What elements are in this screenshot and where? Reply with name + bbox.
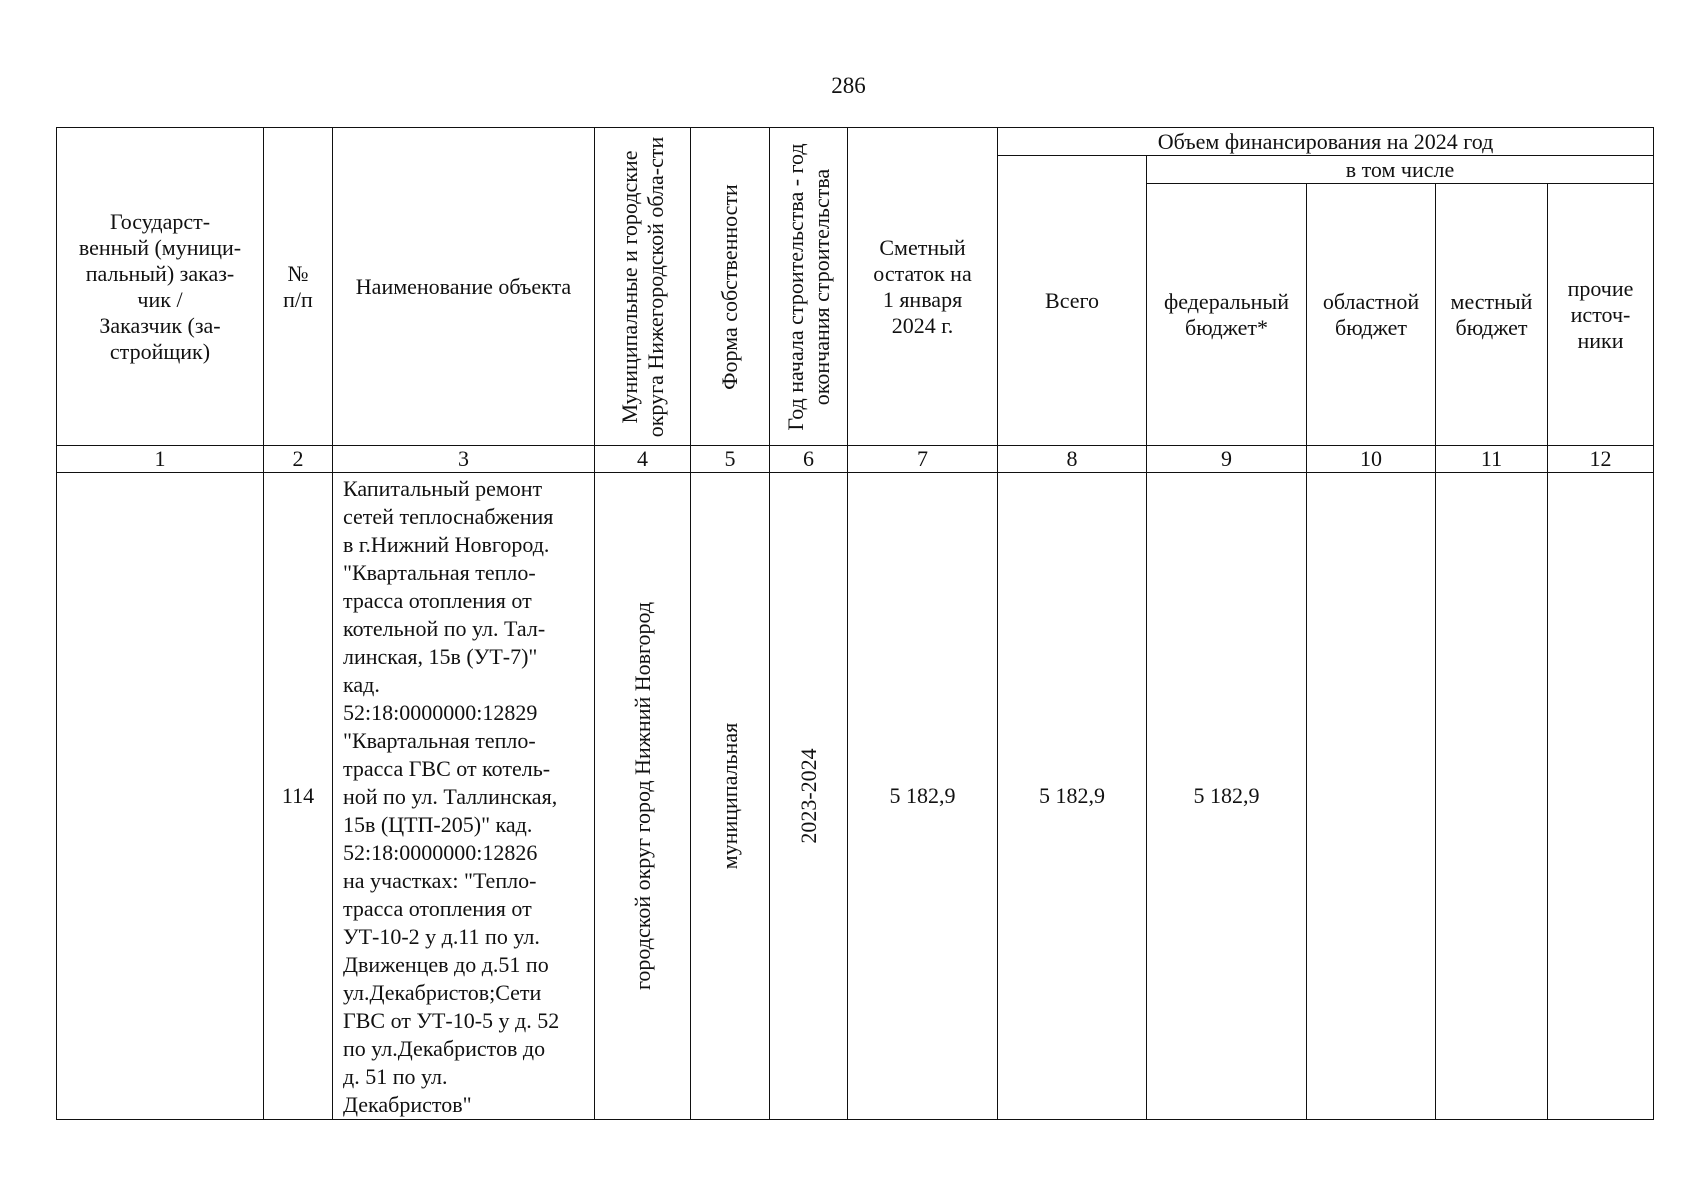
header-regional: областной бюджет (1307, 184, 1436, 446)
column-number: 6 (770, 446, 848, 473)
cell-years (770, 473, 848, 1120)
page-number: 286 (831, 73, 866, 98)
header-including: в том числе (1147, 156, 1654, 184)
column-number: 3 (333, 446, 595, 473)
cell-estimate: 5 182,9 (848, 473, 998, 1120)
header-federal: федеральный бюджет* (1147, 184, 1307, 446)
header-other: прочие источ- ники (1548, 184, 1654, 446)
cell-number: 114 (264, 473, 333, 1120)
cell-municipality (595, 473, 691, 1120)
header-row (57, 128, 1654, 156)
header-estimate: Сметный остаток на 1 января 2024 г. (848, 128, 998, 446)
column-number: 4 (595, 446, 691, 473)
column-number: 11 (1436, 446, 1548, 473)
column-number: 7 (848, 446, 998, 473)
column-number: 8 (998, 446, 1147, 473)
header-funding-group: Объем финансирования на 2024 год (998, 128, 1654, 156)
cell-municipality-text: городской округ город Нижний Новгород (629, 601, 655, 991)
cell-years-text: 2023-2024 (795, 748, 821, 844)
header-municipality-text: Муниципальные и городские округа Нижегородской обла-сти (616, 136, 668, 437)
header-years (770, 128, 848, 446)
cell-ownership-text: муниципальная (717, 722, 742, 870)
column-number: 10 (1307, 446, 1436, 473)
column-number: 12 (1548, 446, 1654, 473)
cell-regional (1307, 473, 1436, 1120)
cell-total: 5 182,9 (998, 473, 1147, 1120)
column-numbers-row (57, 446, 1654, 473)
header-ownership (691, 128, 770, 446)
header-municipality (595, 128, 691, 446)
column-number: 5 (691, 446, 770, 473)
header-number: № п/п (264, 128, 333, 446)
cell-other (1548, 473, 1654, 1120)
header-total: Всего (998, 156, 1147, 446)
table-row (57, 473, 1654, 1120)
cell-object-name: Капитальный ремонт сетей теплоснабжения в г.Нижний Новгород. "Квартальная тепло- трасса отопления от котельной по ул. Тал- линская, 15в (УТ-7)" кад. 52:18:0000000:12829 "Квартальная тепло- трасса ГВС от котель- ной по ул. Таллинская, 15в (ЦТП-205)" кад. 52:18:0000000:12826 на участках: "Тепло- трасса отопления от УТ-10-2 у д.11 по ул. Движенцев до д.51 по ул.Декабристов;Сети ГВС от УТ-10-5 у д. 52 по ул.Декабристов до д. 51 по ул. Декабристов" (333, 473, 595, 1120)
header-ownership-text: Форма собственности (717, 183, 742, 390)
column-number: 2 (264, 446, 333, 473)
cell-federal: 5 182,9 (1147, 473, 1307, 1120)
financing-table (56, 127, 1654, 1120)
header-customer: Государст- венный (муници- пальный) заказ- чик / Заказчик (за- стройщик) (57, 128, 264, 446)
column-number: 9 (1147, 446, 1307, 473)
header-local: местный бюджет (1436, 184, 1548, 446)
cell-ownership (691, 473, 770, 1120)
cell-local (1436, 473, 1548, 1120)
column-number: 1 (57, 446, 264, 473)
cell-customer (57, 473, 264, 1120)
header-years-text: Год начала строительства - год окончания строительства (782, 142, 834, 431)
header-object-name: Наименование объекта (333, 128, 595, 446)
